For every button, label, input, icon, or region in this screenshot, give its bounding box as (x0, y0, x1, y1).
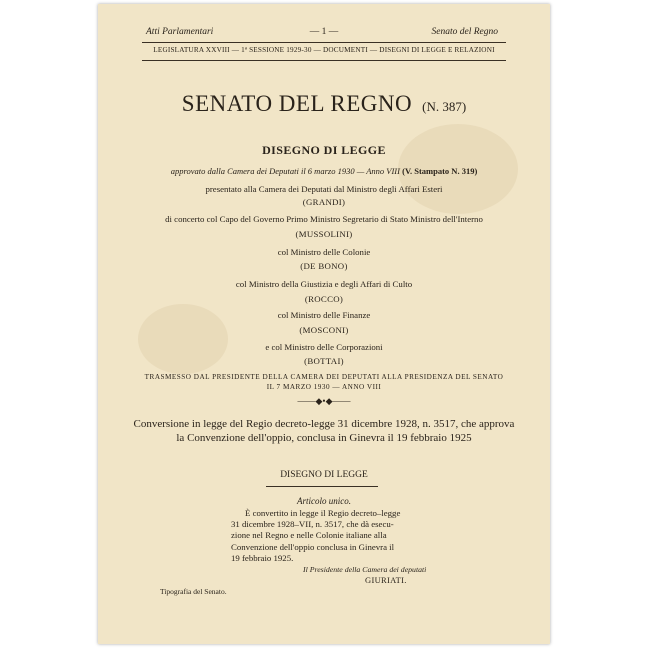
minister-name: (MOSCONI) (299, 325, 349, 335)
presentation-line: e col Ministro delle Corporazioni (265, 342, 383, 352)
header-right: Senato del Regno (431, 27, 498, 37)
signature-role: Il Presidente della Camera dei deputati (303, 565, 427, 574)
document-title (98, 91, 550, 117)
short-rule (266, 486, 378, 487)
bill-heading: DISEGNO DI LEGGE (262, 143, 386, 157)
conversion-title-line: la Convenzione dell'oppio, conclusa in Ginevra il 19 febbraio 1925 (176, 432, 472, 444)
article-text (231, 508, 445, 564)
presentation-line: di concerto col Capo del Governo Primo Ministro Segretario di Stato Ministro dell'Interno (165, 214, 483, 224)
header-left: Atti Parlamentari (146, 27, 214, 37)
signature-name: GIURIATI. (365, 575, 407, 585)
header-rule (142, 42, 506, 43)
page-number: — 1 — (309, 27, 339, 37)
approval-text: approvato dalla Camera dei Deputati il 6 marzo 1930 — Anno VIII (170, 166, 400, 176)
article-label: Articolo unico. (297, 496, 351, 506)
presentation-line: col Ministro delle Colonie (277, 247, 371, 257)
article-line: 31 dicembre 1928–VII, n. 3517, che dà esecu- (231, 519, 394, 530)
approval-line (98, 166, 550, 176)
presentation-line: col Ministro delle Finanze (277, 310, 371, 320)
transmission-line: TRASMESSO DAL PRESIDENTE DELLA CAMERA DEI DEPUTATI ALLA PRESIDENZA DEL SENATO (144, 373, 504, 381)
article-line: 19 febbraio 1925. (231, 552, 294, 563)
transmission-date: IL 7 MARZO 1930 — ANNO VIII (266, 383, 382, 391)
article-line: È convertito in legge il Regio decreto–legge (245, 508, 401, 518)
minister-name: (GRANDI) (302, 197, 346, 207)
minister-name: (MUSSOLINI) (295, 229, 353, 239)
document-page (98, 4, 550, 644)
stampato-ref: (V. Stampato N. 319) (402, 166, 478, 176)
article-line: Convenzione dell'oppio conclusa in Ginevra il (231, 541, 395, 552)
presentation-line: presentato alla Camera dei Deputati dal Ministro degli Affari Esteri (205, 184, 443, 194)
printer-line: Tipografia del Senato. (160, 587, 227, 596)
article-line: zione nel Regno e nelle Colonie italiane alla (231, 530, 387, 541)
document-number: (N. 387) (422, 99, 467, 114)
minister-name: (DE BONO) (300, 261, 348, 271)
ornament-divider: ——◆•◆—— (297, 396, 351, 406)
title-main: SENATO DEL REGNO (181, 91, 413, 116)
minister-name: (ROCCO) (304, 294, 344, 304)
conversion-title-line: Conversione in legge del Regio decreto-legge 31 dicembre 1928, n. 3517, che approva (133, 418, 515, 430)
legislatura-line: LEGISLATURA XXVIII — 1ª SESSIONE 1929-30 — DOCUMENTI — DISEGNI DI LEGGE E RELAZIONI (153, 46, 495, 54)
header-rule (142, 60, 506, 61)
minister-name: (BOTTAI) (304, 356, 344, 366)
presentation-line: col Ministro della Giustizia e degli Affari di Culto (235, 279, 413, 289)
text-heading: DISEGNO DI LEGGE (280, 470, 368, 480)
